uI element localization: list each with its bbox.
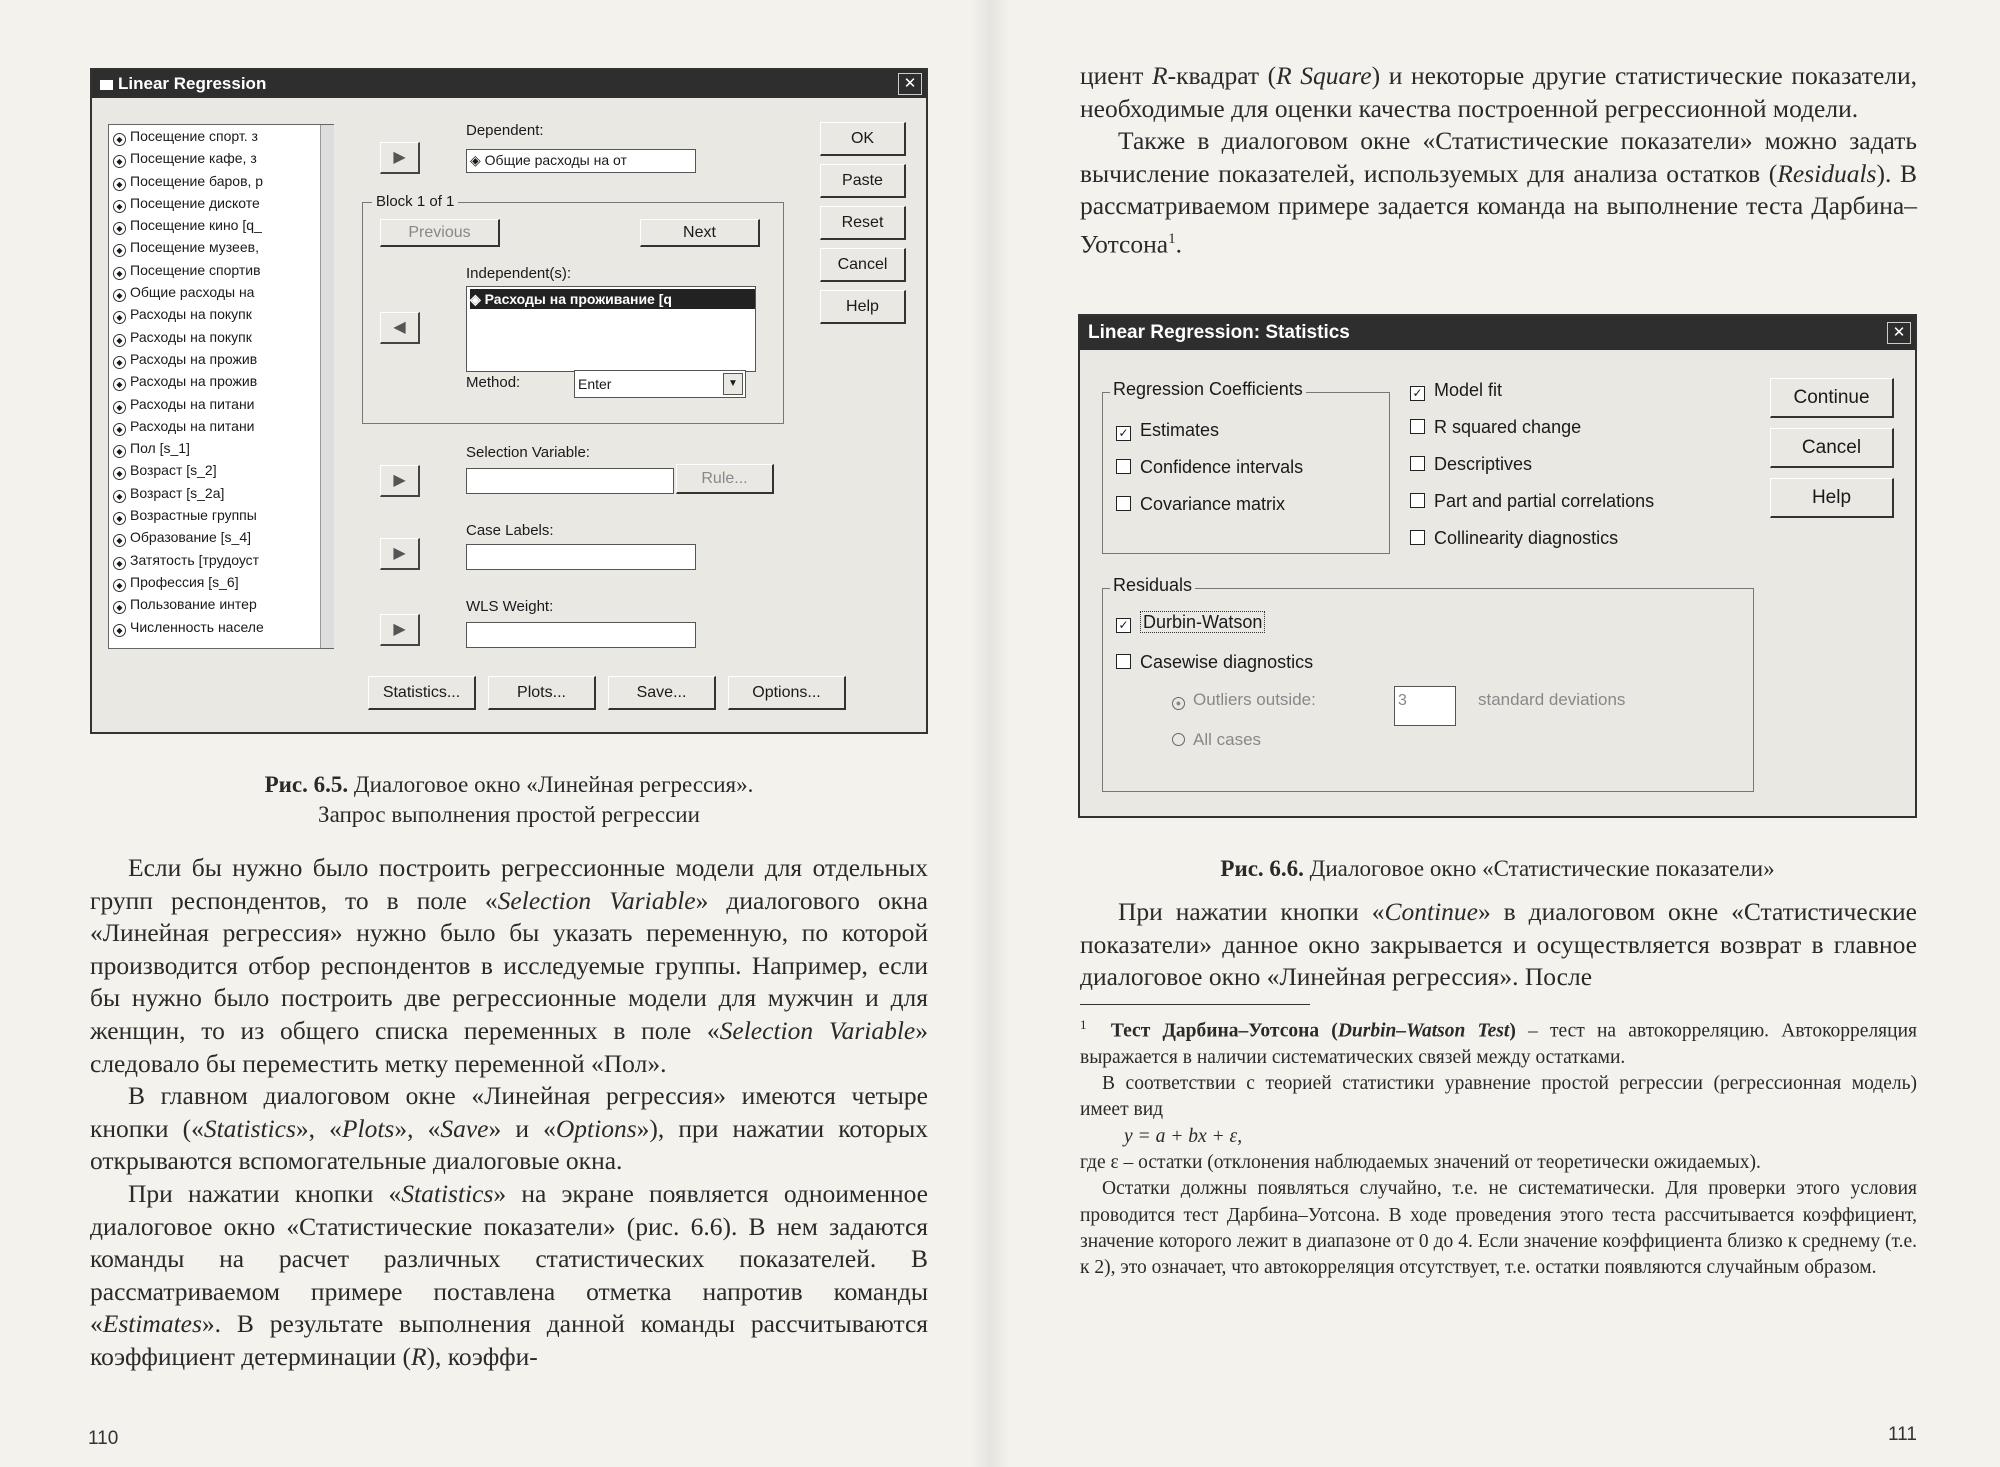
page-number: 110: [88, 1428, 119, 1449]
caption-text: Диалоговое окно «Линейная регрессия».: [353, 772, 754, 797]
checkbox-icon: [1410, 530, 1425, 545]
standard-deviations-label: standard deviations: [1478, 690, 1626, 709]
variable-icon: ◆: [113, 155, 126, 168]
checkbox-icon: [1410, 419, 1425, 434]
plots-button[interactable]: Plots...: [488, 676, 596, 710]
variable-icon: ◆: [113, 423, 126, 436]
window-icon: [100, 80, 113, 90]
variable-label: Расходы на покупк: [130, 306, 252, 323]
variable-list-item[interactable]: [109, 281, 333, 303]
model-fit-checkbox[interactable]: ✓ Model fit: [1410, 380, 1502, 401]
variable-list-item[interactable]: [109, 393, 333, 415]
rule-button[interactable]: Rule...: [676, 464, 774, 494]
dependent-label: Dependent:: [466, 122, 544, 139]
variable-icon: ◆: [113, 557, 126, 570]
close-icon[interactable]: ✕: [1887, 322, 1911, 344]
collinearity-diagnostics-checkbox[interactable]: Collinearity diagnostics: [1410, 528, 1618, 549]
regression-coefficients-title: Regression Coefficients: [1110, 379, 1306, 400]
wls-weight-field[interactable]: [466, 622, 696, 648]
variable-label: Посещение баров, р: [130, 172, 264, 189]
case-labels-label: Case Labels:: [466, 522, 554, 539]
linear-regression-dialog: [90, 68, 928, 734]
options-button[interactable]: Options...: [728, 676, 846, 710]
checkbox-icon: [1410, 456, 1425, 471]
variable-icon: ◆: [113, 401, 126, 414]
method-select[interactable]: [574, 370, 746, 398]
variable-icon: ◆: [113, 311, 126, 324]
variable-icon: ◆: [113, 534, 126, 547]
paragraph: Если бы нужно было построить регрессионные модели для отдельных групп респондентов, то в поле «Selection Variable» диалогового окна «Линейная регрессия» нужно было бы указать переменную, по которой производится отбор респондентов в исследуемые группы. Например, если бы нужно было построить две регрессионные модели для мужчин и для женщин, то из общего списка переменных в поле «Selection Variable» следовало бы переместить метку переменной «Пол».: [90, 853, 928, 1078]
paste-button[interactable]: Paste: [820, 164, 906, 198]
variable-list-item[interactable]: [109, 616, 333, 638]
variable-label: Посещение кино [q_: [130, 217, 262, 234]
footnote-paragraph: В соответствии с теорией статистики уравнение простой регрессии (регрессионная модель) имеет вид: [1080, 1073, 1917, 1121]
left-page: [0, 0, 985, 1467]
variable-list-item[interactable]: [109, 214, 333, 236]
variable-icon: ◆: [113, 601, 126, 614]
method-value: Enter: [578, 376, 612, 392]
variable-items: [109, 125, 333, 638]
casewise-diagnostics-checkbox[interactable]: Casewise diagnostics: [1116, 652, 1313, 673]
variable-list-item[interactable]: [109, 326, 333, 348]
variable-label: Пользование интер: [130, 596, 257, 613]
variable-list-item[interactable]: [109, 192, 333, 214]
paragraph: Также в диалоговом окне «Статистические показатели» можно задать вычисление показателей, используемых для анализа остатков (Residuals). В рассматриваемом примере задается команда на выполнение теста Дарбина–Уотсона$^1$.: [1080, 126, 1918, 259]
variable-label: Посещение спортив: [130, 261, 261, 278]
variable-label: Посещение спорт. з: [130, 128, 258, 144]
variable-icon: ◆: [113, 222, 126, 235]
method-label: Method:: [466, 374, 521, 391]
variable-list-item[interactable]: [109, 236, 333, 258]
selection-arrow-button[interactable]: ▶: [380, 465, 420, 497]
variable-icon: ◆: [113, 334, 126, 347]
dependent-field[interactable]: ◈ Общие расходы на от: [466, 149, 696, 173]
checkbox-icon: [1116, 459, 1131, 474]
outliers-value-field[interactable]: 3: [1394, 686, 1456, 726]
wls-weight-label: WLS Weight:: [466, 598, 554, 615]
variable-list[interactable]: [108, 124, 334, 649]
variable-list-item[interactable]: [109, 370, 333, 392]
variable-label: Посещение кафе, з: [130, 150, 257, 167]
ok-button[interactable]: OK: [820, 122, 906, 156]
dialog-title: Linear Regression: Statistics: [1088, 322, 1350, 343]
r-squared-change-checkbox[interactable]: R squared change: [1410, 417, 1581, 438]
variable-list-item[interactable]: [109, 526, 333, 548]
previous-button[interactable]: Previous: [380, 219, 500, 247]
dialog-titlebar[interactable]: [1080, 316, 1915, 350]
variable-list-item[interactable]: [109, 482, 333, 504]
close-icon[interactable]: ✕: [898, 73, 922, 95]
check-icon: ✓: [1116, 426, 1131, 441]
variable-label: Общие расходы на: [130, 284, 255, 301]
outliers-radio[interactable]: ● Outliers outside:: [1172, 690, 1316, 710]
radio-icon: [1172, 733, 1185, 746]
variable-list-item[interactable]: [109, 170, 333, 192]
variable-list-item[interactable]: [109, 571, 333, 593]
checkbox-icon: [1116, 496, 1131, 511]
footnote-formula: y = a + bx + ε,: [1124, 1125, 1243, 1147]
part-partial-correlations-checkbox[interactable]: Part and partial correlations: [1410, 491, 1654, 512]
list-scrollbar[interactable]: [320, 125, 334, 648]
variable-label: Образование [s_4]: [130, 529, 252, 546]
statistics-button[interactable]: Statistics...: [368, 676, 476, 710]
variable-label: Пол [s_1]: [130, 440, 190, 457]
variable-label: Численность населе: [130, 618, 264, 635]
check-icon: ✓: [1116, 618, 1131, 633]
variable-list-item[interactable]: [109, 549, 333, 571]
caption-number: Рис. 6.6.: [1220, 856, 1304, 881]
caption-text: Диалоговое окно «Статистические показатели»: [1309, 856, 1775, 881]
variable-icon: ◆: [113, 490, 126, 503]
right-page: [985, 0, 2000, 1467]
dependent-arrow-button[interactable]: ▶: [380, 142, 420, 174]
variable-icon: ◆: [113, 133, 126, 146]
independent-arrow-button[interactable]: ◀: [380, 312, 420, 344]
independent-selected-item[interactable]: ◈ Расходы на проживание [q: [470, 289, 755, 309]
variable-label: Посещение музеев,: [130, 239, 259, 256]
statistics-dialog: [1078, 314, 1917, 818]
variable-icon: ◆: [113, 356, 126, 369]
case-labels-arrow-button[interactable]: ▶: [380, 538, 420, 570]
variable-icon: ◆: [113, 579, 126, 592]
footnote-paragraph: $^1$ Тест Дарбина–Уотсона (Durbin–Watson Test) – тест на автокорреляцию. Автокорреляция выражается в наличии систематических связей между остатками.: [1080, 1017, 1917, 1068]
covariance-matrix-checkbox[interactable]: Covariance matrix: [1116, 494, 1285, 515]
variable-label: Расходы на питани: [130, 395, 255, 412]
variable-icon: ◆: [113, 378, 126, 391]
variable-icon: ◆: [113, 445, 126, 458]
paragraph: В главном диалоговом окне «Линейная регрессия» имеются четыре кнопки («Statistics», «Plots», «Save» и «Options»), при нажатии которых открываются вспомогательные диалоговые окна.: [90, 1081, 929, 1176]
dependent-value: Общие расходы на от: [484, 152, 627, 168]
variable-icon: ◆: [113, 467, 126, 480]
cancel-button[interactable]: Cancel: [1770, 428, 1894, 468]
paragraph: При нажатии кнопки «Statistics» на экране появляется одноименное диалоговое окно «Статистические показатели» (рис. 6.6). В нем задаются команды на расчет различных статистических показателей. В рассматриваемом примере поставлена отметка напротив команды «Estimates». В результате выполнения данной команды рассчитываются коэффициент детерминации (R), коэффи-: [90, 1178, 928, 1371]
variable-label: Расходы на прожив: [130, 373, 258, 390]
confidence-intervals-checkbox[interactable]: Confidence intervals: [1116, 457, 1303, 478]
variable-label: Расходы на покупк: [130, 328, 252, 345]
caption-number: Рис. 6.5.: [264, 772, 349, 797]
estimates-checkbox[interactable]: ✓ Estimates: [1116, 420, 1219, 441]
selection-variable-label: Selection Variable:: [466, 444, 590, 461]
variable-list-item[interactable]: [109, 147, 333, 169]
footnote: [1080, 1012, 1917, 1281]
variable-list-item[interactable]: [109, 437, 333, 459]
variable-icon: ◆: [113, 267, 126, 280]
variable-list-item[interactable]: [109, 593, 333, 615]
figure-caption-6-5: [90, 770, 928, 830]
help-button[interactable]: Help: [1770, 478, 1894, 518]
variable-label: Возрастные группы: [130, 507, 257, 524]
checkbox-icon: [1410, 493, 1425, 508]
paragraph: При нажатии кнопки «Continue» в диалоговом окне «Статистические показатели» данное окно закрывается и осуществляется возврат в главное диалоговое окно «Линейная регрессия». После: [1080, 897, 1917, 992]
help-button[interactable]: Help: [820, 290, 906, 324]
chevron-down-icon[interactable]: ▼: [723, 373, 743, 395]
descriptives-checkbox[interactable]: Descriptives: [1410, 454, 1532, 475]
variable-label: Посещение дискоте: [130, 194, 260, 211]
footnote-paragraph: Остатки должны появляться случайно, т.е. не систематически. Для проверки этого условия проводится тест Дарбина–Уотсона. В ходе проведения этого теста рассчитывается коэффициент, значение которого лежит в диапазоне от 0 до 4. Если значение коэффициента близко к среднему (т.е. к 2), это означает, что автокорреляция отсутствует, т.е. остатки появляются случайным образом.: [1080, 1178, 1917, 1279]
variable-label: Возраст [s_2a]: [130, 484, 225, 501]
independent-value: Расходы на проживание [q: [484, 291, 672, 307]
checkbox-icon: [1116, 654, 1131, 669]
variable-label: Профессия [s_6]: [130, 573, 239, 590]
independent-field[interactable]: [466, 286, 756, 372]
variable-icon: ◆: [113, 200, 126, 213]
right-top-text: [1080, 60, 1917, 261]
check-icon: ✓: [1410, 386, 1425, 401]
independent-label: Independent(s):: [466, 265, 572, 282]
residuals-title: Residuals: [1110, 575, 1195, 596]
page-number: 111: [1888, 1424, 1917, 1445]
cancel-button[interactable]: Cancel: [820, 248, 906, 282]
wls-arrow-button[interactable]: ▶: [380, 614, 420, 646]
variable-list-item[interactable]: [109, 348, 333, 370]
reset-button[interactable]: Reset: [820, 206, 906, 240]
block-label: Block 1 of 1: [372, 193, 458, 210]
variable-icon: ◆: [113, 289, 126, 302]
variable-list-item[interactable]: [109, 303, 333, 325]
variable-list-item[interactable]: [109, 415, 333, 437]
caption-line2: Запрос выполнения простой регрессии: [318, 802, 700, 827]
variable-label: Расходы на питани: [130, 417, 255, 434]
continue-button[interactable]: Continue: [1770, 378, 1894, 418]
variable-list-item[interactable]: [109, 125, 333, 147]
variable-list-item[interactable]: [109, 459, 333, 481]
dialog-titlebar[interactable]: [92, 70, 926, 98]
dialog-title: Linear Regression: [118, 74, 267, 93]
variable-label: Расходы на прожив: [130, 350, 258, 367]
footnote-paragraph: где ε – остатки (отклонения наблюдаемых значений от теоретически ожидаемых).: [1080, 1151, 1761, 1173]
paragraph: циент R-квадрат (R Square) и некоторые другие статистические показатели, необходимые для оценки качества построенной регрессионной модели.: [1080, 61, 1918, 123]
right-body-text: [1080, 896, 1917, 994]
radio-selected-icon: ●: [1172, 697, 1185, 710]
save-button[interactable]: Save...: [608, 676, 716, 710]
all-cases-radio[interactable]: All cases: [1172, 730, 1261, 750]
durbin-watson-checkbox[interactable]: ✓ Durbin-Watson: [1116, 612, 1265, 633]
variable-icon: ◆: [113, 178, 126, 191]
variable-list-item[interactable]: [109, 504, 333, 526]
variable-icon: ◆: [113, 624, 126, 637]
case-labels-field[interactable]: [466, 544, 696, 570]
variable-label: Возраст [s_2]: [130, 462, 217, 479]
variable-list-item[interactable]: [109, 259, 333, 281]
footnote-divider: [1080, 1004, 1310, 1005]
variable-icon: ◆: [113, 512, 126, 525]
figure-caption-6-6: [1078, 854, 1917, 884]
left-body-text: [90, 852, 928, 1374]
next-button[interactable]: Next: [640, 219, 760, 247]
variable-label: Затятость [трудоуст: [130, 551, 260, 568]
variable-icon: ◆: [113, 244, 126, 257]
selection-variable-field[interactable]: [466, 468, 674, 494]
